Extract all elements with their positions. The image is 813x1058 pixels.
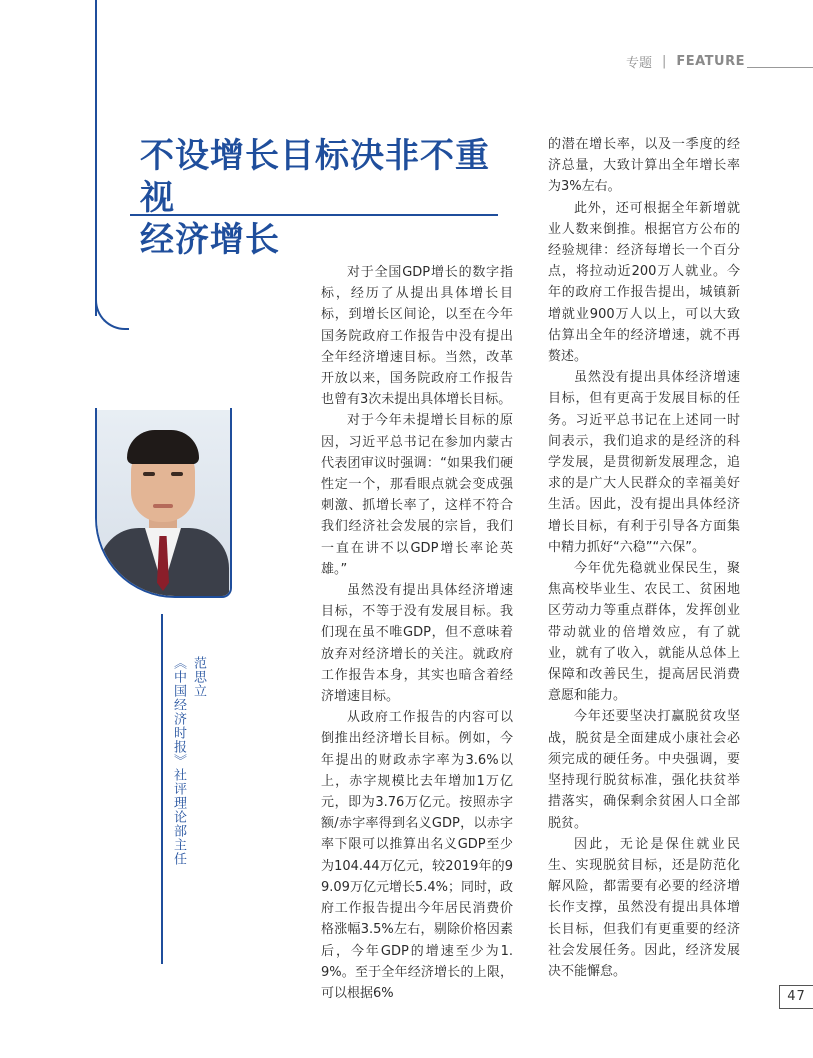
paragraph: 今年还要坚决打赢脱贫攻坚战，脱贫是全面建成小康社会必须完成的硬任务。中央强调，要坚持现行脱贫标准，强化扶贫举措落实，确保剩余贫困人口全部脱贫。 (548, 709, 740, 831)
article-title (140, 135, 510, 261)
article-column-1 (321, 262, 513, 1004)
page-number: 47 (779, 985, 813, 1009)
paragraph: 此外，还可根据全年新增就业人数来倒推。根据官方公布的经验规律：经济每增长一个百分点，将拉动近200万人就业。今年的政府工作报告提出，城镇新增就业900万人以上，可以大致估算出全年的经济增速，就不再赘述。 (548, 200, 740, 365)
decorative-curve-top (95, 250, 129, 330)
title-line-2: 经济增长 (140, 220, 280, 260)
section-label-en: FEATURE (676, 53, 745, 69)
decorative-vertical-line-author (161, 614, 163, 964)
paragraph: 虽然没有提出具体经济增速目标，不等于没有发展目标。我们现在虽不唯GDP，但不意味着放弃对经济增长的关注。就政府工作报告本身，其实也暗含着经济增速目标。 (321, 583, 513, 705)
paragraph: 今年优先稳就业保民生，聚焦高校毕业生、农民工、贫困地区劳动力等重点群体，发挥创业带动就业的倍增效应，有了就业，就有了收入，就能从总体上保障和改善民生，提高居民消费意愿和能力。 (548, 561, 740, 704)
paragraph: 虽然没有提出具体经济增速目标，但有更高于发展目标的任务。习近平总书记在上述同一时间表示，我们追求的是经济的科学发展，是贯彻新发展理念，追求的是广大人民群众的幸福美好生活。因此，没有提出具体经济增长目标，有利于引导各方面集中精力抓好“六稳”“六保”。 (548, 370, 740, 555)
article-column-2 (548, 134, 740, 982)
title-line-1: 不设增长目标决非不重视 (140, 136, 490, 218)
paragraph: 因此，无论是保住就业民生、实现脱贫目标，还是防范化解风险，都需要有必要的经济增长作支撑，虽然没有提出具体增长目标，但我们有更重要的经济社会发展任务。因此，经济发展决不能懈怠。 (548, 836, 740, 979)
section-separator: | (661, 53, 667, 69)
author-photo (97, 410, 230, 596)
paragraph: 对于今年未提增长目标的原因，习近平总书记在参加内蒙古代表团审议时强调：“如果我们硬性定一个，那看眼点就会变成强刺激、抓增长率了，这样不符合我们经济社会发展的宗旨，我们一直在讲不以GDP增长率论英雄。” (321, 413, 513, 577)
author-byline (168, 656, 212, 956)
author-role: 《中国经济时报》社评理论部主任 (171, 656, 186, 866)
paragraph: 从政府工作报告的内容可以倒推出经济增长目标。例如，今年提出的财政赤字率为3.6%以上，赤字规模比去年增加1万亿元，即为3.76万亿元。按照赤字额/赤字率得到名义GDP，以赤字率下限可以推算出名义GDP至少为104.44万亿元，较2019年的99.09万亿元增长5.4%；同时，政府工作报告提出今年居民消费价格涨幅3.5%左右，剔除价格因素后，今年GDP的增速至少为1.9%。至于全年经济增长的上限，可以根据6% (321, 710, 513, 1001)
paragraph: 的潜在增长率，以及一季度的经济总量，大致计算出全年增长率为3%左右。 (548, 137, 740, 195)
header-rule (747, 67, 813, 68)
paragraph: 对于全国GDP增长的数字指标，经历了从提出具体增长目标，到增长区间论，以至在今年国务院政府工作报告中没有提出全年经济增速目标。当然，改革开放以来，国务院政府工作报告也曾有3次未提出具体增长目标。 (321, 265, 513, 408)
section-header (626, 50, 813, 72)
author-name: 范思立 (191, 656, 206, 698)
section-label-cn: 专题 (625, 55, 652, 71)
